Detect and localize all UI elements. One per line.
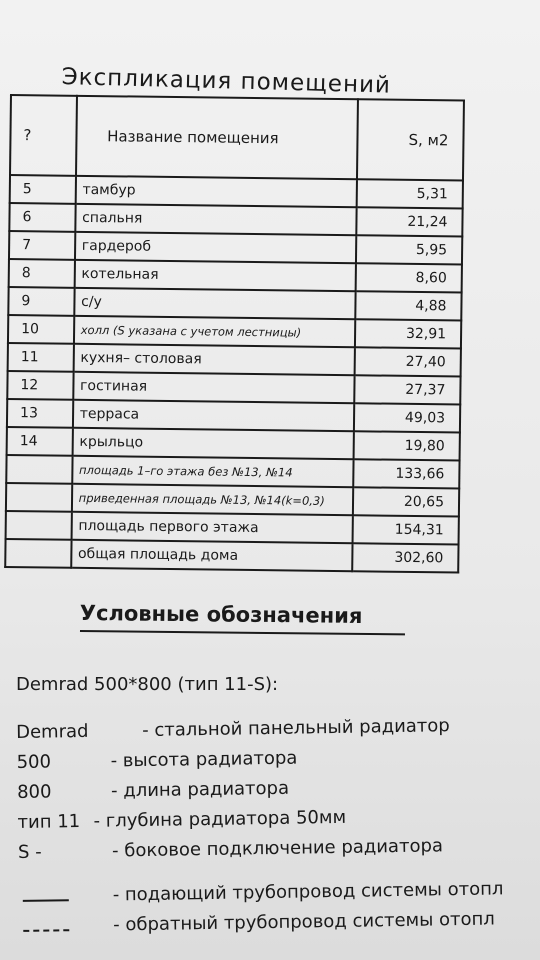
row-area: 27,40 <box>355 347 461 376</box>
legend-title: Условные обозначения <box>79 601 363 628</box>
row-number <box>6 511 72 540</box>
legend-item-key: 800 <box>16 781 52 803</box>
row-area: 19,80 <box>354 431 460 460</box>
row-number: 8 <box>9 259 75 288</box>
row-number: 10 <box>8 315 74 344</box>
legend-title-underline <box>80 630 405 635</box>
row-number: 12 <box>7 371 73 400</box>
row-number: 14 <box>7 427 73 456</box>
table-row <box>5 539 458 573</box>
table-title: Экспликация помещений <box>61 64 392 99</box>
row-area: 4,88 <box>356 291 462 320</box>
legend-item-key: S - <box>17 841 42 863</box>
header-number: ? <box>10 95 77 176</box>
row-area: 20,65 <box>353 487 459 516</box>
legend-item-text: - высота радиатора <box>110 747 298 772</box>
row-area: 133,66 <box>354 459 460 488</box>
row-room-name: гостиная <box>73 372 355 403</box>
row-area: 49,03 <box>354 403 460 432</box>
radiator-heading: Demrad 500*800 (тип 11-S): <box>16 674 279 695</box>
row-room-name: кухня– столовая <box>73 344 355 375</box>
row-number <box>6 483 72 512</box>
pipe-legend-text: - обратный трубопровод системы отопл <box>113 908 496 936</box>
legend-item-key: 500 <box>16 751 52 773</box>
legend-item-key: тип 11 <box>17 811 81 833</box>
row-room-name: площадь 1–го этажа без №13, №14 <box>72 456 354 487</box>
row-room-name: спальня <box>75 204 357 235</box>
row-number: 7 <box>9 231 75 260</box>
header-area: S, м2 <box>357 99 464 180</box>
row-number: 9 <box>8 287 74 316</box>
row-number <box>5 539 71 568</box>
row-room-name: общая площадь дома <box>71 540 353 571</box>
explication-table-wrapper <box>4 94 465 574</box>
legend-item-text: - боковое подключение радиатора <box>111 835 444 862</box>
dashed-line-symbol <box>23 929 69 932</box>
legend-item-text: - глубина радиатора 50мм <box>93 806 347 832</box>
row-area: 32,91 <box>355 319 461 348</box>
row-area: 5,31 <box>357 179 463 208</box>
row-area: 27,37 <box>355 375 461 404</box>
legend-lines <box>16 713 540 946</box>
row-area: 8,60 <box>356 263 462 292</box>
row-room-name: с/у <box>74 288 356 319</box>
legend-item-key: Demrad <box>16 720 89 743</box>
row-number: 13 <box>7 399 73 428</box>
row-room-name: приведенная площадь №13, №14(k=0,3) <box>72 484 354 515</box>
row-area: 154,31 <box>353 515 459 544</box>
solid-line-symbol <box>23 899 69 902</box>
pipe-legend-text: - подающий трубопровод системы отопл <box>112 878 504 906</box>
explication-table <box>4 94 465 574</box>
header-room-name: Название помещения <box>76 96 359 179</box>
row-number: 5 <box>10 175 76 204</box>
row-room-name: гардероб <box>75 232 357 263</box>
legend-item-text: - длина радиатора <box>110 777 290 802</box>
legend-item-text: - стальной панельный радиатор <box>141 715 450 742</box>
row-number: 11 <box>8 343 74 372</box>
row-room-name: холл (S указана с учетом лестницы) <box>74 316 356 347</box>
row-room-name: котельная <box>74 260 356 291</box>
row-room-name: площадь первого этажа <box>71 512 353 543</box>
row-area: 302,60 <box>353 543 459 572</box>
row-number <box>6 455 72 484</box>
row-room-name: крыльцо <box>72 428 354 459</box>
row-room-name: тамбур <box>75 176 357 207</box>
table-header-row <box>10 95 464 181</box>
row-number: 6 <box>9 203 75 232</box>
row-room-name: терраса <box>73 400 355 431</box>
row-area: 5,95 <box>356 235 462 264</box>
row-area: 21,24 <box>357 207 463 236</box>
